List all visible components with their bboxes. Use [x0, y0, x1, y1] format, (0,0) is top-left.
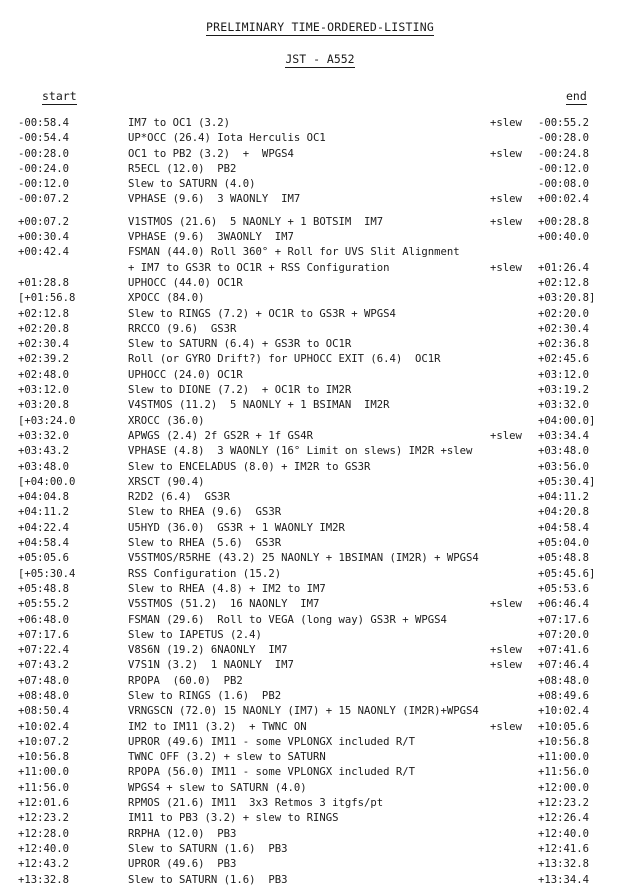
row-description: VPHASE (9.6) 3 WAONLY IM7 [128, 193, 301, 206]
row-end-time: -00:12.0 [538, 162, 590, 175]
listing-row [0, 230, 640, 245]
listing-row [0, 720, 640, 735]
row-end-time: +11:56.0 [538, 766, 590, 779]
row-start-time: +08:48.0 [18, 689, 70, 702]
page-subtitle: JST - A552 [285, 52, 355, 66]
row-description: WPGS4 + slew to SATURN (4.0) [128, 781, 307, 794]
row-start-time: +02:12.8 [18, 307, 70, 320]
row-start-time: [+04:00.0 [18, 475, 76, 488]
listing-row [0, 414, 640, 429]
row-end-time: +05:45.6] [538, 567, 596, 580]
page-title: PRELIMINARY TIME-ORDERED-LISTING [206, 20, 434, 34]
listing-row [0, 521, 640, 536]
row-end-time: +03:19.2 [538, 384, 590, 397]
row-description: + IM7 to GS3R to OC1R + RSS Configuration [128, 261, 390, 274]
listing-row [0, 245, 640, 260]
listing-row [0, 276, 640, 291]
row-slew-flag: +slew [490, 193, 522, 206]
listing-row [0, 116, 640, 131]
listing-row [0, 147, 640, 162]
row-end-time: +02:30.4 [538, 322, 590, 335]
row-description: Slew to DIONE (7.2) + OC1R to IM2R [128, 384, 352, 397]
row-start-time: +13:32.8 [18, 873, 70, 886]
listing-row [0, 643, 640, 658]
row-description: XROCC (36.0) [128, 414, 205, 427]
listing-row [0, 811, 640, 826]
row-start-time: +04:22.4 [18, 521, 70, 534]
row-start-time: +05:55.2 [18, 598, 70, 611]
row-description: UPROR (49.6) IM11 - some VPLONGX included R/T [128, 735, 416, 748]
row-description: RPMOS (21.6) IM11 3x3 Retmos 3 itgfs/pt [128, 797, 384, 810]
row-end-time: +07:41.6 [538, 644, 590, 657]
listing-row [0, 322, 640, 337]
row-start-time: +03:32.0 [18, 429, 70, 442]
row-description: Slew to RHEA (5.6) GS3R [128, 537, 282, 550]
row-end-time: +05:04.0 [538, 537, 590, 550]
listing-row [0, 475, 640, 490]
row-end-time: +00:28.8 [538, 215, 590, 228]
row-end-time: +01:26.4 [538, 261, 590, 274]
listing-row [0, 261, 640, 276]
row-start-time: +05:48.8 [18, 582, 70, 595]
row-start-time: -00:24.0 [18, 162, 70, 175]
row-start-time: +03:12.0 [18, 384, 70, 397]
row-description: RRCCO (9.6) GS3R [128, 322, 237, 335]
row-start-time: +05:05.6 [18, 552, 70, 565]
listing-row [0, 873, 640, 888]
row-start-time: +02:48.0 [18, 368, 70, 381]
row-slew-flag: +slew [490, 117, 522, 129]
row-start-time: +08:50.4 [18, 705, 70, 718]
column-header-start: start [42, 89, 77, 103]
row-description: Slew to SATURN (6.4) + GS3R to OC1R [128, 338, 352, 351]
row-description: Slew to ENCELADUS (8.0) + IM2R to GS3R [128, 460, 371, 473]
row-end-time: +11:00.0 [538, 751, 590, 764]
row-description: VRNGSCN (72.0) 15 NAONLY (IM7) + 15 NAONLY (IM2R)+WPGS4 [128, 705, 479, 718]
row-end-time: +02:20.0 [538, 307, 590, 320]
row-start-time: +12:28.0 [18, 827, 70, 840]
row-start-time: +04:04.8 [18, 491, 70, 504]
listing-row [0, 704, 640, 719]
row-start-time: +03:43.2 [18, 445, 70, 458]
row-end-time: +10:56.8 [538, 735, 590, 748]
row-end-time: +03:12.0 [538, 368, 590, 381]
row-start-time: +00:07.2 [18, 215, 70, 228]
row-start-time: +00:42.4 [18, 246, 70, 259]
column-header-end: end [566, 89, 587, 103]
listing-row [0, 460, 640, 475]
row-description: IM2 to IM11 (3.2) + TWNC ON [128, 720, 307, 733]
row-end-time: +07:17.6 [538, 613, 590, 626]
listing-row [0, 398, 640, 413]
listing-row [0, 177, 640, 192]
row-start-time: +03:20.8 [18, 399, 70, 412]
row-end-time: +04:00.0] [538, 414, 596, 427]
listing-row [0, 674, 640, 689]
row-end-time: +04:58.4 [538, 521, 590, 534]
row-end-time: -00:08.0 [538, 178, 590, 191]
row-description: UPHOCC (24.0) OC1R [128, 368, 243, 381]
row-description: RPOPA (56.0) IM11 - some VPLONGX included R/T [128, 766, 416, 779]
row-end-time: +04:11.2 [538, 491, 590, 504]
listing-row [0, 444, 640, 459]
row-description: V7S1N (3.2) 1 NAONLY IM7 [128, 659, 294, 672]
listing-row [0, 429, 640, 444]
row-slew-flag: +slew [490, 720, 522, 733]
row-end-time: +03:34.4 [538, 429, 590, 442]
row-slew-flag: +slew [490, 598, 522, 611]
row-description: FSMAN (44.0) Roll 360° + Roll for UVS Slit Alignment [128, 246, 460, 259]
row-end-time: +13:34.4 [538, 873, 590, 886]
row-end-time: +03:48.0 [538, 445, 590, 458]
row-end-time: +06:46.4 [538, 598, 590, 611]
listing-row [0, 842, 640, 857]
row-start-time: [+01:56.8 [18, 292, 76, 305]
row-description: V8S6N (19.2) 6NAONLY IM7 [128, 644, 288, 657]
row-slew-flag: +slew [490, 429, 522, 442]
row-end-time: +04:20.8 [538, 506, 590, 519]
row-slew-flag: +slew [490, 644, 522, 657]
row-start-time: +06:48.0 [18, 613, 70, 626]
listing-row [0, 307, 640, 322]
row-start-time: +02:30.4 [18, 338, 70, 351]
row-description: UPROR (49.6) PB3 [128, 858, 237, 871]
listing-row [0, 131, 640, 146]
row-start-time: +02:39.2 [18, 353, 70, 366]
listing-row [0, 291, 640, 306]
listing-row [0, 735, 640, 750]
row-end-time: +12:40.0 [538, 827, 590, 840]
row-slew-flag: +slew [490, 147, 522, 160]
row-start-time: [+05:30.4 [18, 567, 76, 580]
row-description: V1STMOS (21.6) 5 NAONLY + 1 BOTSIM IM7 [128, 215, 384, 228]
row-start-time: +03:48.0 [18, 460, 70, 473]
row-description: RRPHA (12.0) PB3 [128, 827, 237, 840]
row-end-time: +10:05.6 [538, 720, 590, 733]
row-description: IM11 to PB3 (3.2) + slew to RINGS [128, 812, 339, 825]
row-description: Slew to RHEA (9.6) GS3R [128, 506, 282, 519]
listing-row [0, 505, 640, 520]
listing-row [0, 490, 640, 505]
row-description: Slew to SATURN (1.6) PB3 [128, 873, 288, 886]
row-start-time: +11:00.0 [18, 766, 70, 779]
listing-row [0, 781, 640, 796]
row-description: RPOPA (60.0) PB2 [128, 674, 243, 687]
row-slew-flag: +slew [490, 261, 522, 274]
row-start-time: +10:56.8 [18, 751, 70, 764]
listing-row [0, 551, 640, 566]
listing-row [0, 796, 640, 811]
row-description: TWNC OFF (3.2) + slew to SATURN [128, 751, 326, 764]
row-start-time: -00:54.4 [18, 132, 70, 145]
row-description: Slew to IAPETUS (2.4) [128, 628, 262, 641]
listing-row [0, 658, 640, 673]
row-end-time: +00:40.0 [538, 231, 590, 244]
listing-row [0, 567, 640, 582]
row-description: OC1 to PB2 (3.2) + WPGS4 [128, 147, 294, 160]
row-end-time: +03:20.8] [538, 292, 596, 305]
row-end-time: +05:30.4] [538, 475, 596, 488]
row-end-time: +07:46.4 [538, 659, 590, 672]
row-description: APWGS (2.4) 2f GS2R + 1f GS4R [128, 429, 313, 442]
row-end-time: +00:02.4 [538, 193, 590, 206]
row-start-time: +10:07.2 [18, 735, 70, 748]
row-start-time: [+03:24.0 [18, 414, 76, 427]
row-end-time: -00:24.8 [538, 147, 590, 160]
row-start-time: +12:43.2 [18, 858, 70, 871]
listing-rows [0, 116, 640, 888]
listing-row [0, 215, 640, 230]
row-description: R2D2 (6.4) GS3R [128, 491, 231, 504]
row-start-time: +10:02.4 [18, 720, 70, 733]
row-end-time: +02:12.8 [538, 276, 590, 289]
row-slew-flag: +slew [490, 215, 522, 228]
listing-row [0, 750, 640, 765]
row-description: R5ECL (12.0) PB2 [128, 162, 237, 175]
row-end-time: +05:53.6 [538, 582, 590, 595]
row-description: V5STMOS (51.2) 16 NAONLY IM7 [128, 598, 320, 611]
row-description: RSS Configuration (15.2) [128, 567, 282, 580]
row-start-time: -00:28.0 [18, 147, 70, 160]
row-description: Slew to RHEA (4.8) + IM2 to IM7 [128, 582, 326, 595]
listing-row [0, 857, 640, 872]
row-description: Slew to SATURN (4.0) [128, 178, 256, 191]
row-description: Roll (or GYRO Drift?) for UPHOCC EXIT (6.4) OC1R [128, 353, 441, 366]
row-start-time: -00:58.4 [18, 117, 70, 129]
row-start-time: +07:17.6 [18, 628, 70, 641]
listing-row [0, 383, 640, 398]
row-description: IM7 to OC1 (3.2) [128, 117, 231, 129]
row-description: V5STMOS/R5RHE (43.2) 25 NAONLY + 1BSIMAN (IM2R) + WPGS4 [128, 552, 479, 565]
row-end-time: +10:02.4 [538, 705, 590, 718]
row-end-time: +05:48.8 [538, 552, 590, 565]
row-start-time: +07:48.0 [18, 674, 70, 687]
row-description: XPOCC (84.0) [128, 292, 205, 305]
row-start-time: +12:23.2 [18, 812, 70, 825]
row-start-time: +07:43.2 [18, 659, 70, 672]
row-description: FSMAN (29.6) Roll to VEGA (long way) GS3R + WPGS4 [128, 613, 447, 626]
row-description: Slew to RINGS (7.2) + OC1R to GS3R + WPGS4 [128, 307, 396, 320]
row-start-time: +04:58.4 [18, 537, 70, 550]
listing-row [0, 613, 640, 628]
row-start-time: +04:11.2 [18, 506, 70, 519]
row-end-time: +07:20.0 [538, 628, 590, 641]
row-start-time: +11:56.0 [18, 781, 70, 794]
row-description: VPHASE (9.6) 3WAONLY IM7 [128, 231, 294, 244]
listing-row [0, 352, 640, 367]
row-start-time: +12:01.6 [18, 797, 70, 810]
listing-row [0, 162, 640, 177]
row-start-time: +00:30.4 [18, 231, 70, 244]
row-end-time: +12:26.4 [538, 812, 590, 825]
listing-row [0, 597, 640, 612]
row-end-time: +12:00.0 [538, 781, 590, 794]
listing-row [0, 689, 640, 704]
listing-row [0, 536, 640, 551]
row-description: U5HYD (36.0) GS3R + 1 WAONLY IM2R [128, 521, 345, 534]
listing-row [0, 192, 640, 207]
row-end-time: +13:32.8 [538, 858, 590, 871]
row-start-time: -00:07.2 [18, 193, 70, 206]
row-end-time: +08:48.0 [538, 674, 590, 687]
row-description: XRSCT (90.4) [128, 475, 205, 488]
listing-row [0, 582, 640, 597]
row-start-time: +02:20.8 [18, 322, 70, 335]
listing-row [0, 827, 640, 842]
row-end-time: +12:23.2 [538, 797, 590, 810]
row-description: Slew to SATURN (1.6) PB3 [128, 842, 288, 855]
row-end-time: +02:36.8 [538, 338, 590, 351]
row-description: UPHOCC (44.0) OC1R [128, 276, 243, 289]
row-start-time: +12:40.0 [18, 842, 70, 855]
row-end-time: +02:45.6 [538, 353, 590, 366]
row-start-time: -00:12.0 [18, 178, 70, 191]
row-end-time: -00:28.0 [538, 132, 590, 145]
listing-row [0, 368, 640, 383]
row-end-time: -00:55.2 [538, 117, 590, 129]
row-slew-flag: +slew [490, 659, 522, 672]
listing-row [0, 765, 640, 780]
row-description: V4STMOS (11.2) 5 NAONLY + 1 BSIMAN IM2R [128, 399, 390, 412]
row-start-time: +01:28.8 [18, 276, 70, 289]
row-end-time: +03:56.0 [538, 460, 590, 473]
listing-row [0, 628, 640, 643]
row-end-time: +12:41.6 [538, 842, 590, 855]
row-start-time: +07:22.4 [18, 644, 70, 657]
row-end-time: +03:32.0 [538, 399, 590, 412]
row-description: VPHASE (4.8) 3 WAONLY (16° Limit on slews) IM2R +slew [128, 445, 473, 458]
row-description: UP*OCC (26.4) Iota Herculis OC1 [128, 132, 326, 145]
row-end-time: +08:49.6 [538, 689, 590, 702]
listing-row [0, 337, 640, 352]
row-description: Slew to RINGS (1.6) PB2 [128, 689, 282, 702]
